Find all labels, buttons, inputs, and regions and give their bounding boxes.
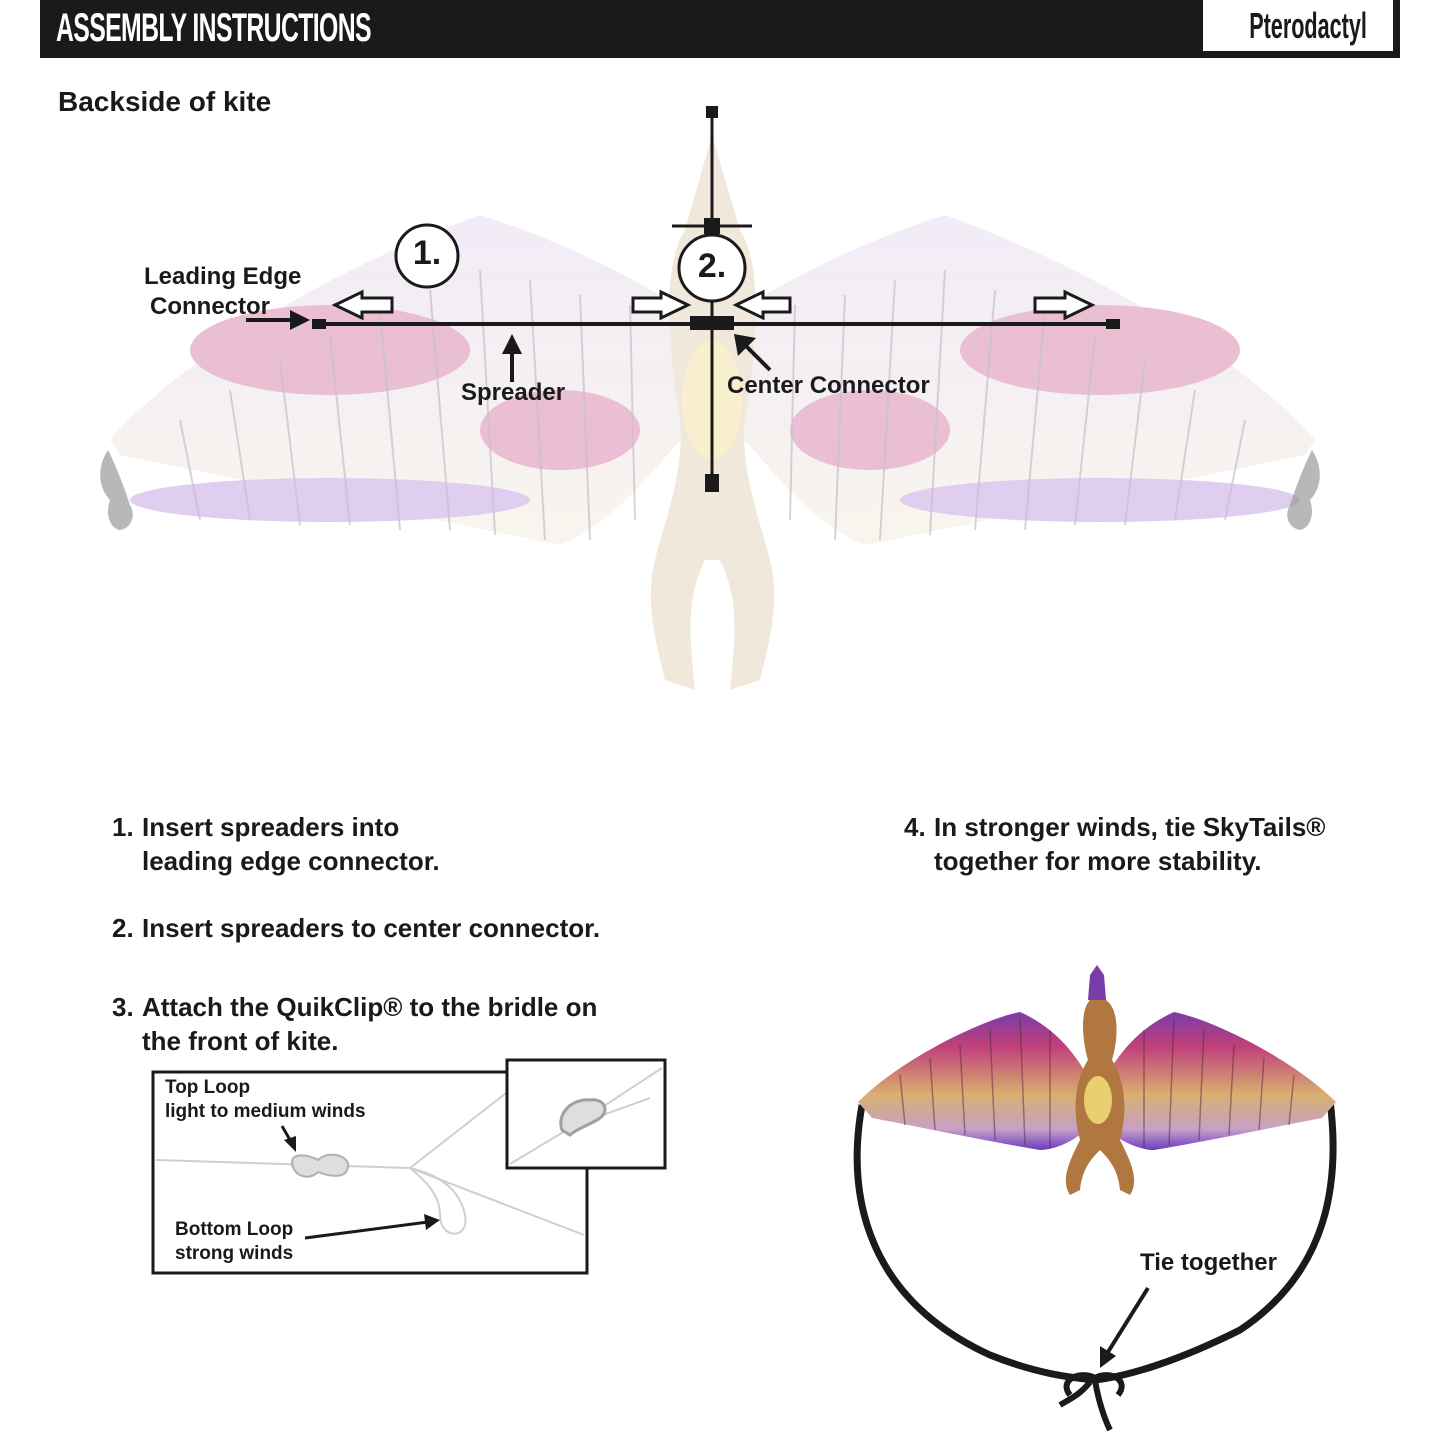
step4-line1: In stronger winds, tie SkyTails® — [934, 812, 1326, 842]
step4-line2: together for more stability. — [934, 846, 1262, 876]
tie-together-label: Tie together — [1140, 1249, 1277, 1276]
step2-number: 2. — [112, 913, 134, 943]
step1-line2: leading edge connector. — [142, 846, 440, 876]
bottom-loop-label-line2: strong winds — [175, 1243, 294, 1264]
step2-callout: 2. — [697, 247, 727, 285]
step4-number: 4. — [904, 812, 926, 842]
diagram-heading: Backside of kite — [58, 86, 272, 117]
top-loop-label-line1: Top Loop — [165, 1077, 251, 1098]
bottom-loop-label-line1: Bottom Loop — [175, 1219, 294, 1240]
center-connector-label: Center Connector — [727, 372, 930, 399]
leading-edge-label-line2: Connector — [150, 293, 270, 320]
step3-line2: the front of kite. — [142, 1026, 339, 1056]
step1-callout: 1. — [412, 234, 442, 272]
page-title: ASSEMBLY INSTRUCTIONS — [56, 6, 371, 50]
top-loop-label-line2: light to medium winds — [165, 1101, 366, 1122]
step2-line1: Insert spreaders to center connector. — [142, 913, 601, 943]
step1-line1: Insert spreaders into — [142, 812, 400, 842]
step1-number: 1. — [112, 812, 134, 842]
step3-line1: Attach the QuikClip® to the bridle on — [142, 992, 598, 1022]
step3-number: 3. — [112, 992, 134, 1022]
leading-edge-label-line1: Leading Edge — [144, 263, 302, 290]
product-name: Pterodactyl — [1249, 5, 1367, 46]
spreader-label: Spreader — [461, 379, 566, 406]
